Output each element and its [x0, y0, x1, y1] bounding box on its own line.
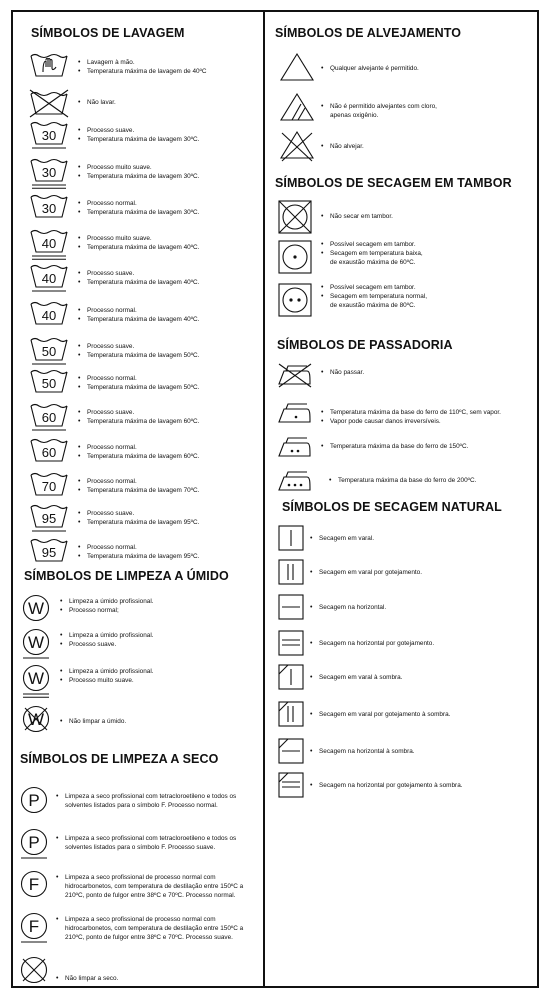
umido-symbol-description	[60, 631, 154, 649]
section-title-alvejamento: SÍMBOLOS DE ALVEJAMENTO	[275, 26, 462, 40]
description-line: • Não lavar.	[78, 98, 116, 107]
description-line: • Processo normal;	[60, 606, 154, 615]
svg-text:95: 95	[41, 511, 57, 526]
description-line: • Temperatura máxima de lavagem 70ºC.	[78, 486, 199, 495]
description-line: de exaustão máxima de 80ºC.	[330, 302, 416, 309]
wash-95-icon	[29, 537, 69, 567]
description-line: • Processo suave.	[78, 509, 199, 518]
svg-text:40: 40	[41, 308, 57, 323]
description-line: hidrocarbonetos, com temperatura de destilação entre 150ºC a	[65, 883, 244, 890]
section-title-umido: SÍMBOLOS DE LIMPEZA A ÚMIDO	[24, 569, 229, 583]
tumble-dry-low-icon	[278, 240, 312, 274]
tumble-dry-normal-icon	[278, 283, 312, 317]
lavagem-symbol-description	[78, 269, 199, 287]
description-line: • Processo suave.	[78, 342, 199, 351]
alvejamento-symbol-description	[321, 142, 364, 151]
description-line: • Possível secagem em tambor.	[321, 240, 423, 249]
description-line: • Temperatura máxima de lavagem 30ºC.	[78, 208, 199, 217]
wash-40-icon	[29, 300, 69, 330]
seco-symbol-description	[56, 974, 118, 983]
svg-text:60: 60	[41, 445, 57, 460]
wet-clean-icon	[22, 594, 50, 626]
description-line: • Processo suave.	[78, 269, 199, 278]
lavagem-symbol-description	[78, 306, 199, 324]
tambor-symbol-description	[321, 240, 423, 267]
description-line: • Limpeza a seco profissional de processo normal com	[56, 873, 243, 882]
wet-clean-icon	[22, 628, 50, 663]
description-line: • Temperatura máxima da base do ferro de 200ºC.	[329, 476, 476, 485]
umido-symbol-description	[60, 717, 126, 726]
wash-50-icon	[29, 368, 69, 398]
svg-text:W: W	[27, 599, 45, 618]
wash-70-icon	[29, 471, 69, 501]
description-line: • Temperatura máxima de lavagem 30ºC.	[78, 135, 199, 144]
description-line: • Secagem em temperatura normal,	[321, 292, 427, 301]
svg-text:40: 40	[41, 271, 57, 286]
natural-symbol-description	[310, 534, 374, 543]
description-line: • Temperatura máxima de lavagem 95ºC.	[78, 518, 199, 527]
section-title-natural: SÍMBOLOS DE SECAGEM NATURAL	[282, 500, 502, 514]
description-line: • Temperatura máxima de lavagem 40ºC.	[78, 315, 199, 324]
natural-symbol-description	[310, 747, 415, 756]
description-line: • Temperatura máxima da base do ferro de 110ºC, sem vapor.	[321, 408, 501, 417]
natural-symbol-description	[310, 603, 386, 612]
flat-dry-shade-icon	[278, 738, 304, 764]
description-line: • Temperatura máxima de lavagem de 40ºC	[78, 67, 207, 76]
wash-60-icon	[29, 437, 69, 467]
svg-text:W: W	[27, 633, 45, 652]
description-line: • Lavagem à mão.	[78, 58, 207, 67]
description-line: • Temperatura máxima de lavagem 30ºC.	[78, 172, 199, 181]
lavagem-symbol-description	[78, 163, 199, 181]
lavagem-symbol-description	[78, 543, 199, 561]
no-dry-clean-icon	[20, 956, 48, 988]
description-line: • Possível secagem em tambor.	[321, 283, 427, 292]
svg-text:50: 50	[41, 376, 57, 391]
svg-text:P: P	[28, 833, 40, 852]
section-title-passadoria: SÍMBOLOS DE PASSADORIA	[277, 338, 453, 352]
wash-40-icon	[29, 228, 69, 264]
drip-flat-dry-shade-icon	[278, 772, 304, 798]
description-line: • Secagem em varal à sombra.	[310, 673, 402, 682]
description-line: • Processo normal.	[78, 543, 199, 552]
natural-symbol-description	[310, 568, 422, 577]
iron-medium-icon	[277, 434, 313, 460]
wash-30-icon	[29, 120, 69, 153]
tambor-symbol-description	[321, 212, 393, 221]
natural-symbol-description	[310, 710, 450, 719]
passadoria-symbol-description	[329, 476, 476, 485]
description-line: • Secagem em varal por gotejamento.	[310, 568, 422, 577]
section-title-tambor: SÍMBOLOS DE SECAGEM EM TAMBOR	[275, 176, 512, 190]
description-line: • Temperatura máxima de lavagem 40ºC.	[78, 243, 199, 252]
lavagem-symbol-description	[78, 408, 199, 426]
iron-low-icon	[277, 400, 313, 426]
description-line: • Processo muito suave.	[78, 234, 199, 243]
description-line: • Limpeza a seco profissional com tetracloroetileno e todos os	[56, 834, 236, 843]
description-line: • Secagem em temperatura baixa,	[321, 249, 423, 258]
do-not-wash-icon	[29, 90, 69, 120]
no-iron-icon	[277, 362, 313, 388]
drip-line-dry-icon	[278, 559, 304, 585]
seco-symbol-description	[56, 915, 243, 942]
description-line: • Secagem na horizontal por gotejamento à sombra.	[310, 781, 463, 790]
description-line: • Não secar em tambor.	[321, 212, 393, 221]
description-line: • Processo normal.	[78, 306, 199, 315]
bleach-any-icon	[279, 52, 315, 84]
lavagem-symbol-description	[78, 374, 199, 392]
description-line: • Temperatura máxima de lavagem 95ºC.	[78, 552, 199, 561]
description-line: • Qualquer alvejante é permitido.	[321, 64, 419, 73]
no-bleach-icon	[279, 130, 315, 162]
description-line: 210ºC, ponto de fulgor entre 38ºC e 70ºC. Processo normal.	[65, 892, 236, 899]
umido-symbol-description	[60, 597, 154, 615]
passadoria-symbol-description	[321, 442, 468, 451]
tambor-symbol-description	[321, 283, 427, 310]
dry-clean-p-icon	[20, 828, 48, 863]
description-line: solventes listados para o símbolo F. Processo normal.	[65, 802, 218, 809]
description-line: • Secagem na horizontal.	[310, 603, 386, 612]
svg-text:30: 30	[41, 165, 57, 180]
seco-symbol-description	[56, 873, 243, 900]
flat-dry-icon	[278, 594, 304, 620]
lavagem-symbol-description	[78, 234, 199, 252]
wet-clean-icon	[22, 664, 50, 702]
description-line: • Temperatura máxima da base do ferro de 150ºC.	[321, 442, 468, 451]
svg-text:W: W	[27, 669, 45, 688]
lavagem-symbol-description	[78, 98, 116, 107]
alvejamento-symbol-description	[321, 102, 437, 120]
drip-line-dry-shade-icon	[278, 701, 304, 727]
description-line: • Processo suave.	[60, 640, 154, 649]
description-line: de exaustão máxima de 60ºC.	[330, 259, 416, 266]
alvejamento-symbol-description	[321, 64, 419, 73]
lavagem-symbol-description	[78, 342, 199, 360]
svg-text:70: 70	[41, 479, 57, 494]
description-line: • Processo normal.	[78, 443, 199, 452]
svg-text:40: 40	[41, 236, 57, 251]
bleach-oxygen-icon	[279, 92, 315, 124]
drip-flat-dry-icon	[278, 630, 304, 656]
description-line: • Não é permitido alvejantes com cloro,	[321, 102, 437, 111]
passadoria-symbol-description	[321, 368, 364, 377]
description-line: • Secagem em varal.	[310, 534, 374, 543]
no-tumble-dry-icon	[278, 200, 312, 234]
description-line: hidrocarbonetos, com temperatura de destilação entre 150ºC a	[65, 925, 244, 932]
lavagem-symbol-description	[78, 477, 199, 495]
description-line: • Secagem na horizontal à sombra.	[310, 747, 415, 756]
description-line: • Processo muito suave.	[78, 163, 199, 172]
description-line: • Processo normal.	[78, 374, 199, 383]
lavagem-symbol-description	[78, 126, 199, 144]
natural-symbol-description	[310, 673, 402, 682]
description-line: • Limpeza a úmido profissional.	[60, 667, 154, 676]
description-line: apenas oxigênio.	[330, 112, 379, 119]
wash-50-icon	[29, 336, 69, 369]
description-line: • Limpeza a úmido profissional.	[60, 597, 154, 606]
description-line: • Não passar.	[321, 368, 364, 377]
line-dry-shade-icon	[278, 664, 304, 690]
wash-30-icon	[29, 157, 69, 193]
description-line: • Processo suave.	[78, 126, 199, 135]
section-title-seco: SÍMBOLOS DE LIMPEZA A SECO	[20, 752, 219, 766]
column-divider	[263, 10, 265, 988]
description-line: • Limpeza a seco profissional de processo normal com	[56, 915, 243, 924]
description-line: • Não limpar a úmido.	[60, 717, 126, 726]
lavagem-symbol-description	[78, 58, 207, 76]
wash-40-icon	[29, 263, 69, 296]
description-line: • Temperatura máxima de lavagem 50ºC.	[78, 351, 199, 360]
description-line: • Vapor pode causar danos irreversíveis.	[321, 417, 501, 426]
seco-symbol-description	[56, 792, 236, 810]
svg-text:F: F	[28, 917, 40, 936]
lavagem-symbol-description	[78, 509, 199, 527]
description-line: 210ºC, ponto de fulgor entre 38ºC e 70ºC. Processo suave.	[65, 934, 233, 941]
natural-symbol-description	[310, 781, 463, 790]
description-line: • Temperatura máxima de lavagem 50ºC.	[78, 383, 199, 392]
svg-text:60: 60	[41, 410, 57, 425]
description-line: • Limpeza a úmido profissional.	[60, 631, 154, 640]
lavagem-symbol-description	[78, 199, 199, 217]
lavagem-symbol-description	[78, 443, 199, 461]
description-line: • Não alvejar.	[321, 142, 364, 151]
description-line: • Processo muito suave.	[60, 676, 154, 685]
description-line: • Secagem em varal por gotejamento à sombra.	[310, 710, 450, 719]
description-line: • Limpeza a seco profissional com tetracloroetileno e todos os	[56, 792, 236, 801]
description-line: • Temperatura máxima de lavagem 60ºC.	[78, 452, 199, 461]
dry-clean-p-icon	[20, 786, 48, 818]
iron-high-icon	[277, 468, 313, 494]
description-line: • Não limpar a seco.	[56, 974, 118, 983]
description-line: • Processo normal.	[78, 199, 199, 208]
svg-text:F: F	[28, 875, 40, 894]
description-line: • Temperatura máxima de lavagem 60ºC.	[78, 417, 199, 426]
seco-symbol-description	[56, 834, 236, 852]
description-line: solventes listados para o símbolo F. Processo suave.	[65, 844, 216, 851]
description-line: • Temperatura máxima de lavagem 40ºC.	[78, 278, 199, 287]
dry-clean-f-icon	[20, 912, 48, 947]
description-line: • Processo normal.	[78, 477, 199, 486]
umido-symbol-description	[60, 667, 154, 685]
wash-95-icon	[29, 503, 69, 536]
description-line: • Processo suave.	[78, 408, 199, 417]
hand-wash-icon	[29, 52, 69, 82]
svg-text:50: 50	[41, 344, 57, 359]
dry-clean-f-icon	[20, 870, 48, 902]
no-wet-clean-icon	[22, 705, 50, 737]
svg-text:30: 30	[41, 128, 57, 143]
description-line: • Secagem na horizontal por gotejamento.	[310, 639, 434, 648]
svg-text:W: W	[27, 710, 45, 729]
svg-text:30: 30	[41, 201, 57, 216]
line-dry-icon	[278, 525, 304, 551]
wash-60-icon	[29, 402, 69, 435]
passadoria-symbol-description	[321, 408, 501, 426]
wash-30-icon	[29, 193, 69, 223]
section-title-lavagem: SÍMBOLOS DE LAVAGEM	[31, 26, 185, 40]
natural-symbol-description	[310, 639, 434, 648]
svg-text:95: 95	[41, 545, 57, 560]
svg-text:P: P	[28, 791, 40, 810]
